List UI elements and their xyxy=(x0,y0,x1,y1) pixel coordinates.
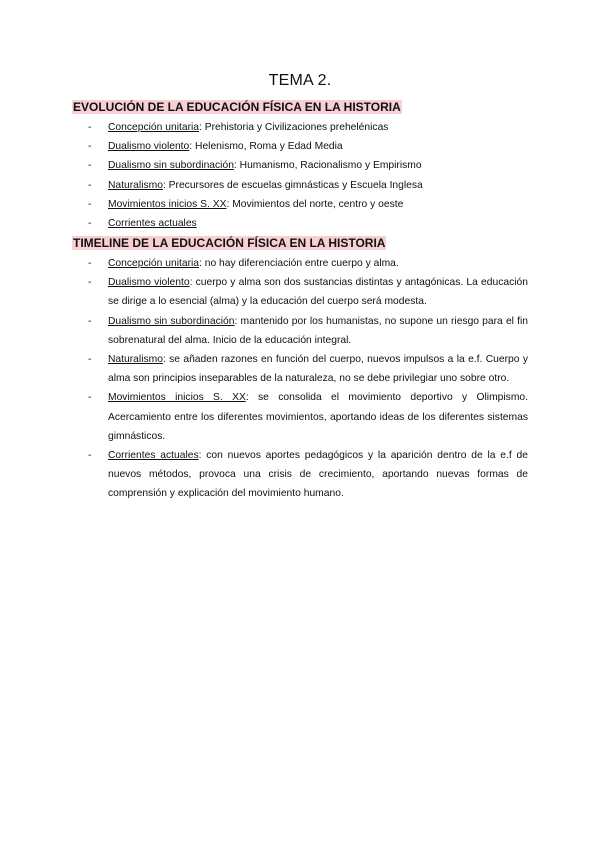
list-item-text: : mantenido por los humanistas, no supone un riesgo para el fin sobrenatural del alma. Inicio de la educación integral. xyxy=(108,315,528,346)
list-item xyxy=(88,195,528,214)
bullet-dash: - xyxy=(88,450,92,462)
list-item-text: : cuerpo y alma son dos sustancias distintas y antagónicas. La educación se dirige a lo esencial (alma) y la educación del cuerpo será modesta. xyxy=(108,277,528,308)
page-title: TEMA 2. xyxy=(268,72,332,89)
list-item-text: : no hay diferenciación entre cuerpo y alma. xyxy=(199,258,399,269)
list-item xyxy=(88,214,528,233)
list-item-term: Naturalismo xyxy=(108,179,163,191)
bullet-dash: - xyxy=(88,258,92,269)
list-item-text: : se consolida el movimiento deportivo y Olimpismo. Acercamiento entre los diferentes movimientos, aportando ideas de los diferentes sistemas gimnásticos. xyxy=(108,392,528,442)
list-item xyxy=(88,350,528,388)
list-item-text: : Precursores de escuelas gimnásticas y Escuela Inglesa xyxy=(162,179,423,191)
bullet-dash: - xyxy=(88,141,92,153)
list-item xyxy=(88,137,528,156)
list-item-term: Concepción unitaria xyxy=(108,258,200,269)
section-heading-timeline: TIMELINE DE LA EDUCACIÓN FÍSICA EN LA HISTORIA xyxy=(73,236,386,250)
bullet-dash: - xyxy=(88,315,92,327)
bullet-dash: - xyxy=(88,179,92,191)
timeline-list xyxy=(88,254,528,504)
list-item-term: Naturalismo xyxy=(108,354,163,366)
list-item xyxy=(88,312,528,350)
bullet-dash: - xyxy=(88,277,92,289)
bullet-dash: - xyxy=(88,217,92,229)
bullet-dash: - xyxy=(88,392,92,404)
list-item-text: : Helenismo, Roma y Edad Media xyxy=(189,141,343,153)
list-item xyxy=(88,176,528,195)
list-item-term: Dualismo sin subordinación xyxy=(108,315,235,327)
bullet-dash: - xyxy=(88,122,92,133)
bullet-dash: - xyxy=(88,160,92,172)
bullet-dash: - xyxy=(88,354,92,366)
list-item xyxy=(88,388,528,446)
list-item-term: Concepción unitaria xyxy=(108,122,200,133)
list-item-term: Movimientos inicios S. XX xyxy=(108,198,227,210)
list-item xyxy=(88,156,528,175)
list-item xyxy=(88,273,528,311)
list-item-term: Dualismo violento xyxy=(108,141,190,153)
bullet-dash: - xyxy=(88,198,92,210)
list-item-text: : Movimientos del norte, centro y oeste xyxy=(226,198,404,210)
evolution-list xyxy=(88,118,528,233)
list-item-term: Movimientos inicios S. XX xyxy=(108,392,246,404)
list-item xyxy=(88,254,528,273)
list-item xyxy=(88,446,528,504)
list-item-text: : Prehistoria y Civilizaciones prehelénicas xyxy=(199,122,389,133)
list-item-text: : se añaden razones en función del cuerpo, nuevos impulsos a la e.f. Cuerpo y alma son principios inseparables de la naturaleza, no se debe privilegiar uno sobre otro. xyxy=(108,354,528,385)
list-item xyxy=(88,118,528,137)
list-item-term: Dualismo sin subordinación xyxy=(108,160,234,172)
list-item-term: Dualismo violento xyxy=(108,277,190,289)
section-heading-evolucion: EVOLUCIÓN DE LA EDUCACIÓN FÍSICA EN LA HISTORIA xyxy=(73,100,401,114)
list-item-term: Corrientes actuales xyxy=(108,450,199,462)
list-item-term: Corrientes actuales xyxy=(108,217,197,229)
list-item-text: : Humanismo, Racionalismo y Empirismo xyxy=(233,160,422,172)
list-item-text: : con nuevos aportes pedagógicos y la aparición dentro de la e.f de nuevos métodos, provoca una crisis de crecimiento, aportando nuevas formas de comprensión y explicación del movimiento humano. xyxy=(108,450,528,500)
